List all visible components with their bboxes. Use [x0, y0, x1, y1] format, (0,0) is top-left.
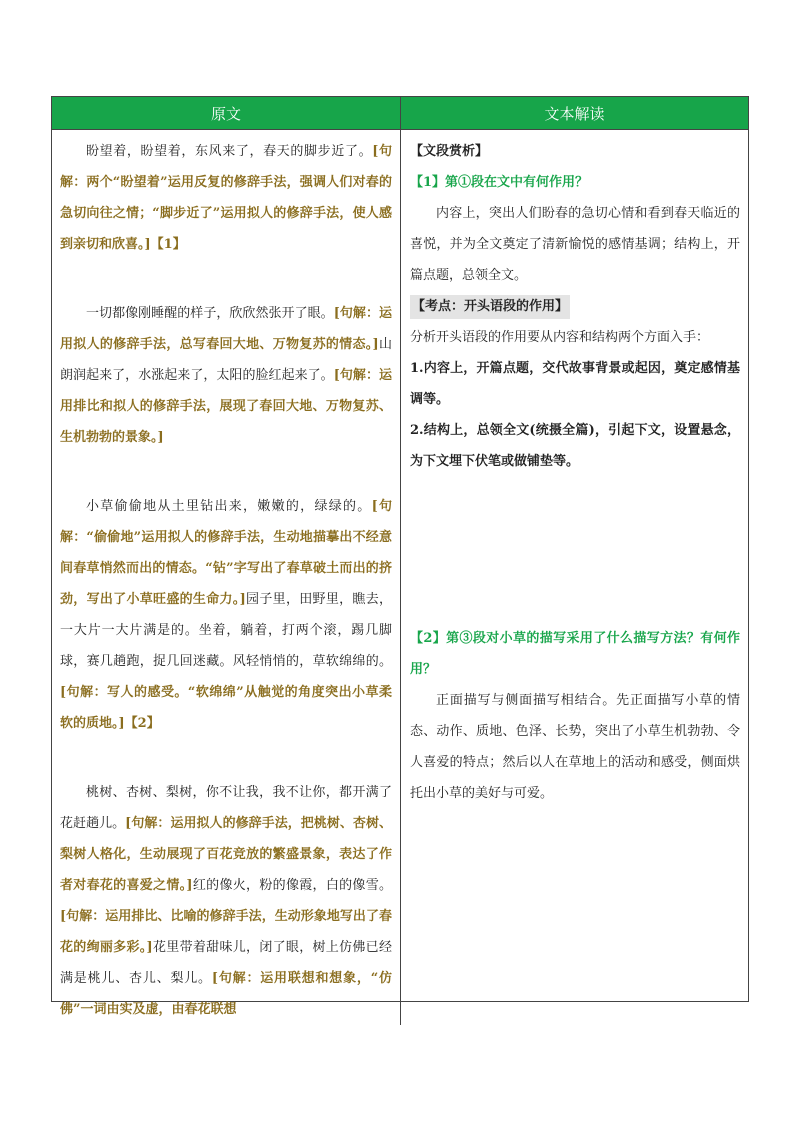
sentence-annotation: [句解：运用拟人的修辞手法，总写春回大地、万物复苏的情态。] — [60, 306, 392, 352]
question-2: 【2】第③段对小草的描写采用了什么描写方法？有何作用？ — [410, 631, 740, 677]
sentence-annotation: [句解：运用排比、比喻的修辞手法，生动形象地写出了春花的绚丽多彩。] — [60, 909, 392, 955]
text: 一切都像刚睡醒的样子，欣欣然张开了眼。 — [86, 306, 334, 321]
text: 小草偷偷地从土里钻出来，嫩嫩的，绿绿的。 — [86, 499, 372, 514]
text: 山朗润起来了，水涨起来了，太阳的脸红起来了。 — [60, 337, 392, 383]
text: 盼望着，盼望着，东风来了，春天的脚步近了。 — [86, 144, 373, 159]
spacer — [410, 477, 740, 623]
paragraph-2 — [60, 298, 392, 453]
sentence-annotation: [句解：“偷偷地”运用拟人的修辞手法，生动地描摹出不经意间春草悄然而出的情态。“钻”字写出了春草破土而出的挤劲，写出了小草旺盛的生命力。] — [60, 499, 392, 607]
sentence-annotation: [句解：运用拟人的修辞手法，把桃树、杏树、梨树人格化，生动展现了百花竞放的繁盛景象，表达了作者对春花的喜爱之情。] — [60, 816, 392, 893]
exam-point — [410, 291, 740, 322]
paragraph-1 — [60, 136, 392, 260]
paragraph-3 — [60, 491, 392, 739]
interpretation-column — [401, 130, 748, 1025]
section-title: 【文段赏析】 — [410, 144, 489, 159]
sentence-annotation: [句解：写人的感受。“软绵绵”从触觉的角度突出小草柔软的质地。]【2】 — [60, 685, 392, 731]
original-text-column — [52, 130, 401, 1025]
answer-2: 正面描写与侧面描写相结合。先正面描写小草的情态、动作、质地、色泽、长势，突出了小草生机勃勃、令人喜爱的特点；然后以人在草地上的活动和感受，侧面烘托出小草的美好与可爱。 — [410, 693, 740, 801]
sentence-annotation: [句解：两个“盼望着”运用反复的修辞手法，强调人们对春的急切向往之情；“脚步近了”运用拟人的修辞手法，使人感到亲切和欣喜。]【1】 — [60, 144, 392, 252]
sentence-annotation: [句解：运用联想和想象，“仿佛”一词由实及虚，由春花联想 — [60, 971, 392, 1017]
point-2: 2.结构上，总领全文(统摄全篇)，引起下文，设置悬念，为下文埋下伏笔或做铺垫等。 — [410, 423, 740, 469]
header-text-interpretation: 文本解读 — [401, 97, 748, 130]
text: 桃树、杏树、梨树，你不让我，我不让你，都开满了花赶趟儿。 — [60, 785, 392, 831]
paragraph-4 — [60, 777, 392, 1025]
text: 红的像火，粉的像霞，白的像雪。 — [192, 878, 392, 893]
text: 花里带着甜味儿，闭了眼，树上仿佛已经满是桃儿、杏儿、梨儿。 — [60, 940, 392, 986]
answer-1: 内容上，突出人们盼春的急切心情和看到春天临近的喜悦，并为全文奠定了清新愉悦的感情基调；结构上，开篇点题，总领全文。 — [410, 206, 740, 283]
sentence-annotation: [句解：运用排比和拟人的修辞手法，展现了春回大地、万物复苏、生机勃勃的景象。] — [60, 368, 392, 445]
method-intro: 分析开头语段的作用要从内容和结构两个方面入手： — [410, 330, 710, 345]
header-original-text: 原文 — [52, 97, 401, 130]
exam-point-label: 【考点：开头语段的作用】 — [410, 295, 570, 319]
question-1: 【1】第①段在文中有何作用？ — [410, 175, 589, 190]
text: 园子里，田野里，瞧去，一大片一大片满是的。坐着，躺着，打两个滚，踢几脚球，赛几趟跑，捉几回迷藏。风轻悄悄的，草软绵绵的。 — [60, 592, 392, 669]
point-1: 1.内容上，开篇点题，交代故事背景或起因，奠定感情基调等。 — [410, 361, 740, 407]
reading-table — [51, 96, 749, 1017]
